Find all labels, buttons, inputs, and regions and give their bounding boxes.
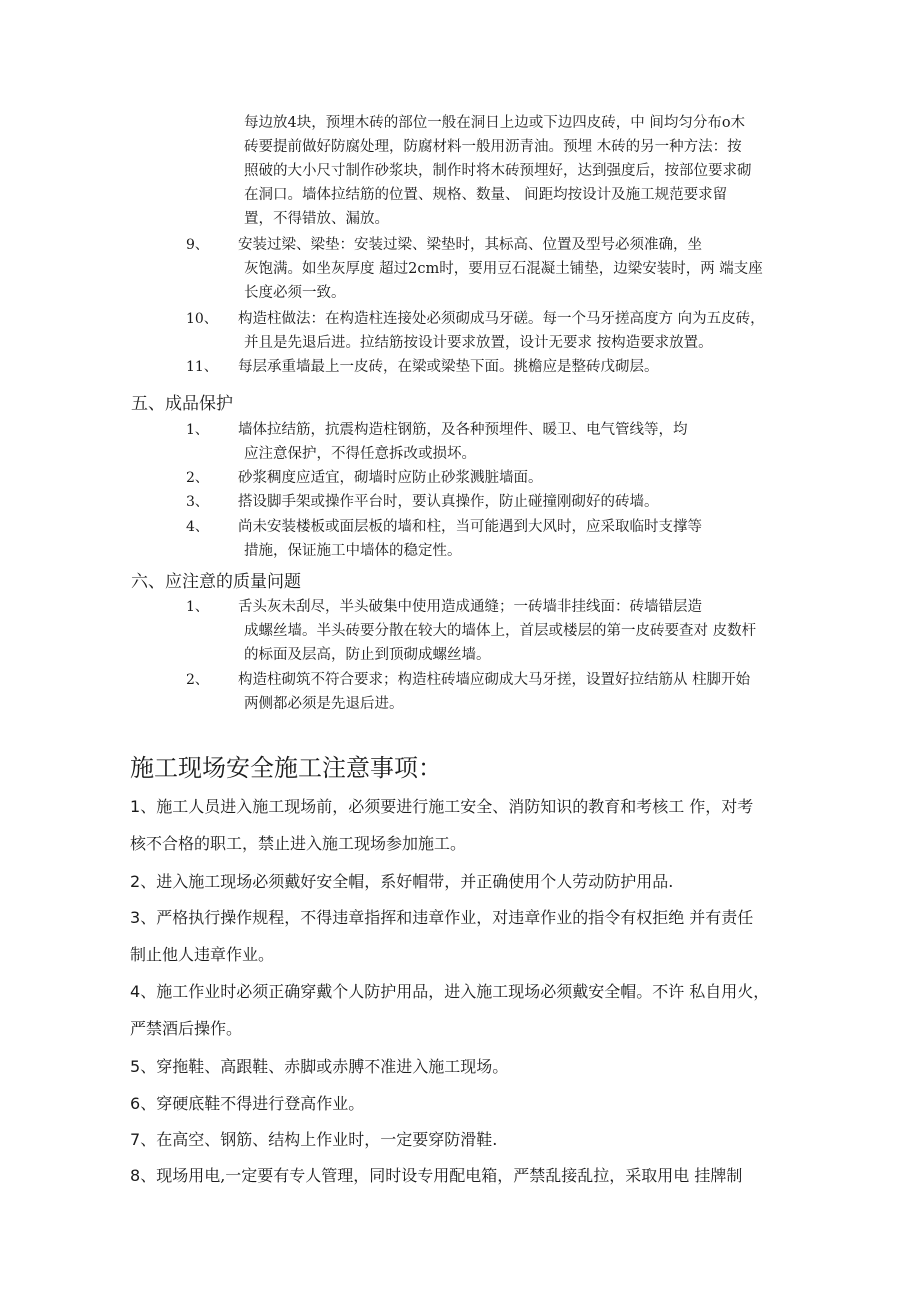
item-number: 4、	[186, 519, 209, 535]
item-line: 应注意保护，不得任意拆改或损坏。	[244, 446, 476, 462]
list-item-continuation: 核不合格的职工，禁止进入施工现场参加施工。	[130, 834, 467, 853]
item-line: 并且是先退后进。拉结筋按设计要求放置，设计无要求 按构造要求放置。	[244, 335, 713, 351]
list-text: 、施工人员进入施工现场前，必须要进行施工安全、消防知识的教育和考核工 作，对考	[140, 797, 754, 816]
list-text: 、严格执行操作规程，不得违章指挥和违章作业，对违章作业的指令有权拒绝 并有责任	[140, 908, 754, 927]
item-line: 构造柱做法：在构造柱连接处必须砌成马牙磋。每一个马牙搓高度方 向为五皮砖，	[238, 311, 765, 327]
item-line: 尚未安装楼板或面层板的墙和柱，当可能遇到大风时，应采取临时支撑等	[238, 519, 702, 535]
continuation-line: 照破的大小尺寸制作砂浆块，制作时将木砖预埋好，达到强度后，按部位要求砌	[244, 163, 752, 179]
list-item	[130, 795, 753, 819]
list-number: 6	[130, 1094, 141, 1113]
item-number: 10、	[186, 311, 218, 327]
list-number: 7	[130, 1130, 141, 1149]
list-number: 2	[130, 872, 141, 891]
list-item	[130, 906, 753, 930]
list-number: 3	[130, 908, 141, 927]
list-number: 4	[130, 982, 141, 1001]
list-number: 8	[130, 1166, 141, 1185]
list-item	[130, 980, 769, 1004]
list-text: 、施工作业时必须正确穿戴个人防护用品，进入施工现场必须戴安全帽。不许 私自用火，	[140, 982, 770, 1001]
item-line: 成螺丝墙。半头砖要分散在较大的墙体上，首层或楼层的第一皮砖要查对 皮数杆	[244, 623, 757, 639]
item-line: 两侧都必须是先退后进。	[244, 696, 404, 712]
item-number: 9、	[186, 237, 209, 253]
item-number: 2、	[186, 470, 209, 486]
item-line: 长度必须一致。	[244, 285, 346, 301]
list-item-continuation: 严禁酒后操作。	[130, 1019, 243, 1038]
list-item	[130, 1092, 364, 1116]
list-item	[130, 870, 673, 894]
item-number: 2、	[186, 672, 209, 688]
list-text: 、穿硬底鞋不得进行登高作业。	[140, 1094, 365, 1113]
list-number: 1	[130, 797, 141, 816]
list-number: 5	[130, 1057, 141, 1076]
list-text: 、在高空、钢筋、结构上作业时，一定要穿防滑鞋.	[140, 1130, 498, 1149]
section-heading: 五、成品保护	[131, 394, 233, 414]
continuation-line: 置，不得错放、漏放。	[244, 211, 389, 227]
item-line: 的标面及层高，防止到顶砌成螺丝墙。	[244, 647, 491, 663]
list-item	[130, 1164, 742, 1188]
item-line: 措施，保证施工中墙体的稳定性。	[244, 543, 462, 559]
list-item	[130, 1055, 508, 1079]
item-line: 构造柱砌筑不符合要求；构造柱砖墙应砌成大马牙搓，设置好拉结筋从 柱脚开始	[238, 672, 751, 688]
list-text: 、进入施工现场必须戴好安全帽，系好帽带，并正确使用个人劳动防护用品.	[140, 872, 674, 891]
continuation-line: 每边放4块，预埋木砖的部位一般在洞日上边或下边四皮砖，中 间均匀分布o木	[244, 115, 746, 131]
item-line: 墙体拉结筋，抗震构造柱钢筋，及各种预埋件、暖卫、电气管线等，均	[238, 422, 688, 438]
list-item	[130, 1128, 497, 1152]
item-line: 舌头灰未刮尽，半头破集中使用造成通缝；一砖墙非挂线面：砖墙错层造	[238, 599, 702, 615]
page-title: 施工现场安全施工注意事项：	[130, 754, 442, 782]
continuation-line: 砖要提前做好防腐处理，防腐材料一般用沥青油。预埋 木砖的另一种方法：按	[244, 139, 742, 155]
item-line: 灰饱满。如坐灰厚度 超过2cm时，要用豆石混凝土铺垫，边梁安装时，两 端支座	[244, 261, 763, 277]
item-line: 每层承重墙最上一皮砖，在梁或梁垫下面。挑檐应是整砖戊砌层。	[238, 359, 659, 375]
list-item-continuation: 制止他人违章作业。	[130, 945, 275, 964]
item-line: 安装过梁、梁垫：安装过梁、梁垫时，其标高、位置及型号必须准确，坐	[238, 237, 702, 253]
list-text: 、穿拖鞋、高跟鞋、赤脚或赤膊不准进入施工现场。	[140, 1057, 509, 1076]
item-number: 1、	[186, 422, 209, 438]
section-heading: 六、应注意的质量问题	[131, 572, 301, 592]
item-line: 搭设脚手架或操作平台时，要认真操作，防止碰撞刚砌好的砖墙。	[238, 494, 659, 510]
continuation-line: 在洞口。墙体拉结筋的位置、规格、数量、 间距均按设计及施工规范要求留	[244, 187, 728, 203]
item-line: 砂浆稠度应适宜，砌墙时应防止砂浆溅脏墙面。	[238, 470, 543, 486]
list-text: 、现场用电,一定要有专人管理，同时设专用配电箱，严禁乱接乱拉，采取用电 挂牌制	[140, 1166, 743, 1185]
item-number: 1、	[186, 599, 209, 615]
item-number: 3、	[186, 494, 209, 510]
item-number: 11、	[186, 359, 218, 375]
